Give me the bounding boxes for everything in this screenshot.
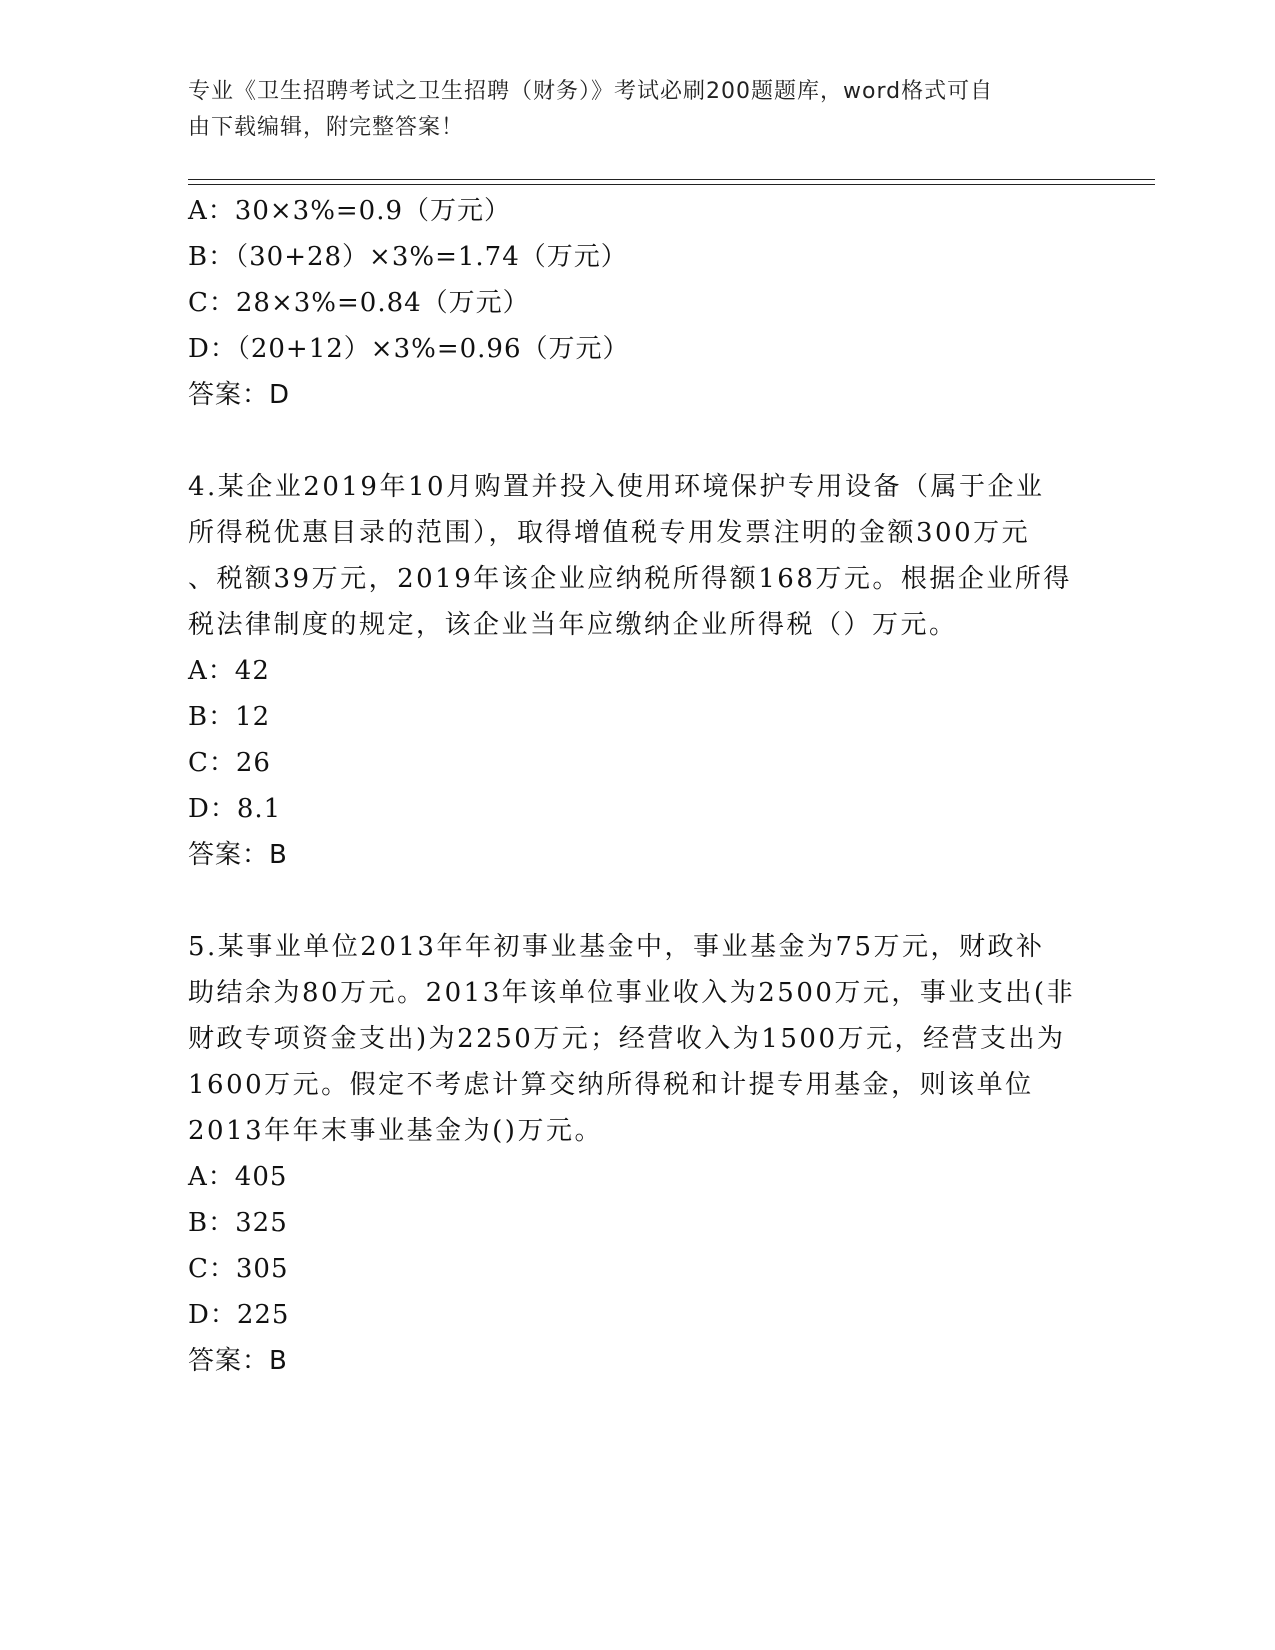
question-stem-line: 、税额39万元，2019年该企业应纳税所得额168万元。根据企业所得 — [188, 564, 1072, 594]
question-5 — [188, 924, 1088, 1384]
answer: 答案：B — [188, 1346, 288, 1376]
option-a: A：42 — [188, 656, 270, 686]
document-header — [188, 74, 1068, 146]
option-b: B：12 — [188, 702, 271, 732]
option-d: D：225 — [188, 1300, 290, 1330]
answer: 答案：D — [188, 380, 291, 410]
question-stem-line: 助结余为80万元。2013年该单位事业收入为2500万元，事业支出(非 — [188, 978, 1076, 1008]
spacer — [188, 878, 1088, 924]
option-c: C：305 — [188, 1254, 289, 1284]
question-stem-line: 所得税优惠目录的范围），取得增值税专用发票注明的金额300万元 — [188, 518, 1031, 548]
question-4 — [188, 464, 1088, 878]
spacer — [188, 418, 1088, 464]
option-a: A：30×3%=0.9（万元） — [188, 196, 512, 226]
question-3 — [188, 188, 1088, 418]
question-stem-line: 1600万元。假定不考虑计算交纳所得税和计提专用基金，则该单位 — [188, 1070, 1034, 1100]
question-stem-line: 2013年年末事业基金为()万元。 — [188, 1116, 603, 1146]
header-line-1: 专业《卫生招聘考试之卫生招聘（财务）》考试必刷200题题库，word格式可自 — [188, 79, 994, 104]
question-stem-line: 5.某事业单位2013年年初事业基金中，事业基金为75万元，财政补 — [188, 932, 1045, 962]
option-a: A：405 — [188, 1162, 288, 1192]
option-b: B：325 — [188, 1208, 288, 1238]
option-b: B：（30+28）×3%=1.74（万元） — [188, 242, 628, 272]
answer: 答案：B — [188, 840, 288, 870]
header-divider-top — [188, 179, 1155, 180]
option-c: C：26 — [188, 748, 271, 778]
question-stem-line: 财政专项资金支出)为2250万元；经营收入为1500万元，经营支出为 — [188, 1024, 1066, 1054]
header-divider-bottom — [188, 184, 1155, 185]
option-d: D：8.1 — [188, 794, 282, 824]
option-d: D：（20+12）×3%=0.96（万元） — [188, 334, 630, 364]
document-body — [188, 188, 1088, 1384]
header-line-2: 由下载编辑，附完整答案！ — [188, 115, 465, 140]
question-stem-line: 4.某企业2019年10月购置并投入使用环境保护专用设备（属于企业 — [188, 472, 1045, 502]
option-c: C：28×3%=0.84（万元） — [188, 288, 530, 318]
question-stem-line: 税法律制度的规定，该企业当年应缴纳企业所得税（）万元。 — [188, 610, 958, 640]
